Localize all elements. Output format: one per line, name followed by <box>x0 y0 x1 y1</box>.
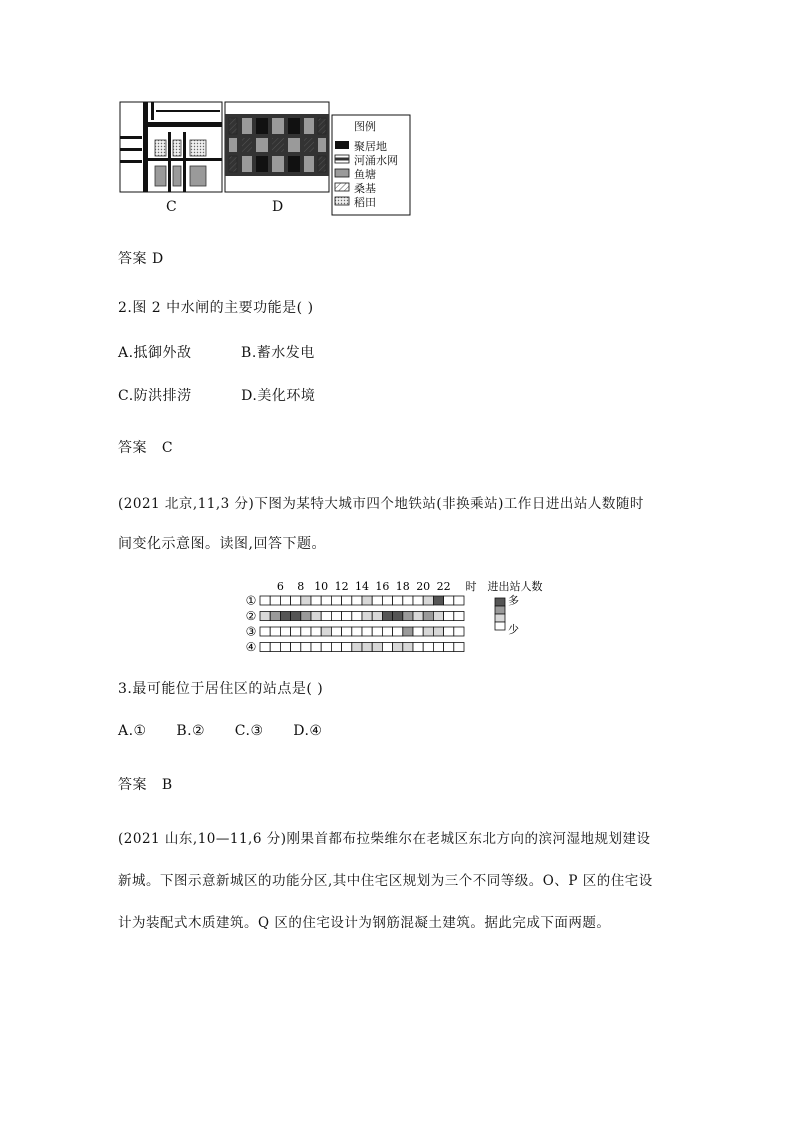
flow-cell <box>393 643 403 652</box>
flow-cell <box>403 627 413 636</box>
flow-cell <box>393 596 403 605</box>
hour-tick-label: 20 <box>416 580 431 593</box>
panel-c-label: C <box>166 199 177 215</box>
panel-d-label: D <box>272 199 284 215</box>
flow-cell <box>403 596 413 605</box>
question-3-options: A.① B.② C.③ D.④ <box>118 723 323 739</box>
flow-cell <box>321 612 331 621</box>
flow-cell <box>362 612 372 621</box>
flow-cell <box>433 612 443 621</box>
flow-cell <box>291 612 301 621</box>
flow-cell <box>301 596 311 605</box>
flow-cell <box>362 643 372 652</box>
intro-4-line3: 计为装配式木质建筑。Q 区的住宅设计为钢筋混凝土建筑。据此完成下面两题。 <box>118 915 611 931</box>
legend-item-river-network: 河涌水网 <box>354 154 398 167</box>
flow-cell <box>260 596 270 605</box>
flow-cell <box>280 612 290 621</box>
question-2-options-ab: A.抵御外敌 B.蓄水发电 <box>118 345 315 361</box>
flow-cell <box>372 643 382 652</box>
panel-d-map <box>225 102 329 192</box>
question-2-stem: 2.图 2 中水闸的主要功能是( ) <box>118 300 314 316</box>
flow-cell <box>352 627 362 636</box>
question-2-options-cd: C.防洪排涝 D.美化环境 <box>118 388 316 404</box>
hour-tick-label: 14 <box>355 580 369 593</box>
flow-cell <box>331 596 341 605</box>
station-row-label: ④ <box>245 640 257 654</box>
intro-3-line2: 间变化示意图。读图,回答下题。 <box>118 536 326 552</box>
flow-cell <box>423 596 433 605</box>
flow-cell <box>444 643 454 652</box>
flow-cell <box>454 612 464 621</box>
flow-cell <box>342 596 352 605</box>
flow-cell <box>301 643 311 652</box>
intro-3-line1: (2021 北京,11,3 分)下图为某特大城市四个地铁站(非换乘站)工作日进出站人数随时 <box>118 496 644 512</box>
panel-c-map <box>120 102 222 192</box>
flow-cell <box>311 596 321 605</box>
hour-tick-label: 18 <box>395 580 410 593</box>
legend-item-settlement: 聚居地 <box>354 140 387 153</box>
flow-legend-swatch <box>495 606 505 614</box>
flow-cell <box>423 643 433 652</box>
flow-cell <box>382 627 392 636</box>
flow-cell <box>352 612 362 621</box>
question-3-stem: 3.最可能位于居住区的站点是( ) <box>118 681 324 697</box>
flow-cell <box>331 643 341 652</box>
figure-metro-station-flow <box>240 578 560 654</box>
time-unit-label: 时 <box>465 580 477 593</box>
answer-3: 答案 B <box>118 777 173 793</box>
flow-cell <box>352 596 362 605</box>
flow-cell <box>393 612 403 621</box>
intro-4-line1: (2021 山东,10—11,6 分)刚果首都布拉柴维尔在老城区东北方向的滨河湿地规划建设 <box>118 831 651 847</box>
flow-cell <box>342 643 352 652</box>
flow-legend-swatch <box>495 598 505 606</box>
flow-cell <box>311 643 321 652</box>
flow-cell <box>342 627 352 636</box>
flow-legend-few: 少 <box>508 623 519 636</box>
hour-tick-label: 8 <box>297 580 305 593</box>
flow-cell <box>260 612 270 621</box>
flow-legend-title: 进出站人数 <box>487 580 543 593</box>
answer-1: 答案 D <box>118 251 164 267</box>
flow-cell <box>321 643 331 652</box>
flow-cell <box>423 612 433 621</box>
flow-cell <box>413 643 423 652</box>
flow-cell <box>403 612 413 621</box>
flow-cell <box>372 627 382 636</box>
flow-cell <box>423 627 433 636</box>
flow-cell <box>270 627 280 636</box>
flow-cell <box>260 627 270 636</box>
flow-cell <box>311 612 321 621</box>
station-row-label: ① <box>245 593 257 608</box>
hour-tick-label: 12 <box>334 580 349 593</box>
hour-tick-label: 6 <box>276 580 284 593</box>
flow-cell <box>331 612 341 621</box>
flow-cell <box>301 612 311 621</box>
flow-cell <box>291 627 301 636</box>
intro-4-line2: 新城。下图示意新城区的功能分区,其中住宅区规划为三个不同等级。O、P 区的住宅设 <box>118 873 653 889</box>
flow-cell <box>372 596 382 605</box>
flow-cell <box>311 627 321 636</box>
flow-cell <box>393 627 403 636</box>
flow-cell <box>413 596 423 605</box>
flow-cell <box>270 643 280 652</box>
flow-cell <box>260 643 270 652</box>
hour-tick-label: 10 <box>314 580 329 593</box>
answer-2: 答案 C <box>118 440 174 456</box>
hour-tick-label: 22 <box>436 580 451 593</box>
flow-cell <box>280 596 290 605</box>
station-row-label: ③ <box>245 624 257 639</box>
flow-legend-many: 多 <box>508 594 519 607</box>
flow-cell <box>413 612 423 621</box>
flow-cell <box>433 596 443 605</box>
flow-cell <box>280 643 290 652</box>
flow-cell <box>270 612 280 621</box>
flow-cell <box>291 643 301 652</box>
flow-cell <box>382 643 392 652</box>
flow-cell <box>321 596 331 605</box>
hour-tick-label: 16 <box>375 580 390 593</box>
legend-title: 图例 <box>354 120 376 133</box>
flow-cell <box>331 627 341 636</box>
flow-cell <box>444 612 454 621</box>
flow-cell <box>413 627 423 636</box>
flow-cell <box>301 627 311 636</box>
flow-cell <box>352 643 362 652</box>
legend-item-paddy-field: 稻田 <box>354 196 376 209</box>
flow-cell <box>403 643 413 652</box>
flow-cell <box>372 612 382 621</box>
flow-cell <box>362 596 372 605</box>
flow-cell <box>280 627 290 636</box>
flow-cell <box>444 627 454 636</box>
flow-cell <box>270 596 280 605</box>
flow-cell <box>321 627 331 636</box>
flow-legend-swatch <box>495 614 505 622</box>
flow-cell <box>433 643 443 652</box>
flow-cell <box>433 627 443 636</box>
flow-cell <box>444 596 454 605</box>
flow-legend-swatch <box>495 622 505 630</box>
flow-cell <box>454 627 464 636</box>
legend-item-fish-pond: 鱼塘 <box>354 168 376 181</box>
flow-cell <box>382 612 392 621</box>
flow-cell <box>454 643 464 652</box>
station-row-label: ② <box>245 609 257 623</box>
legend-item-mulberry-dike: 桑基 <box>354 182 376 195</box>
flow-cell <box>382 596 392 605</box>
flow-cell <box>454 596 464 605</box>
flow-cell <box>342 612 352 621</box>
flow-cell <box>291 596 301 605</box>
flow-cell <box>362 627 372 636</box>
